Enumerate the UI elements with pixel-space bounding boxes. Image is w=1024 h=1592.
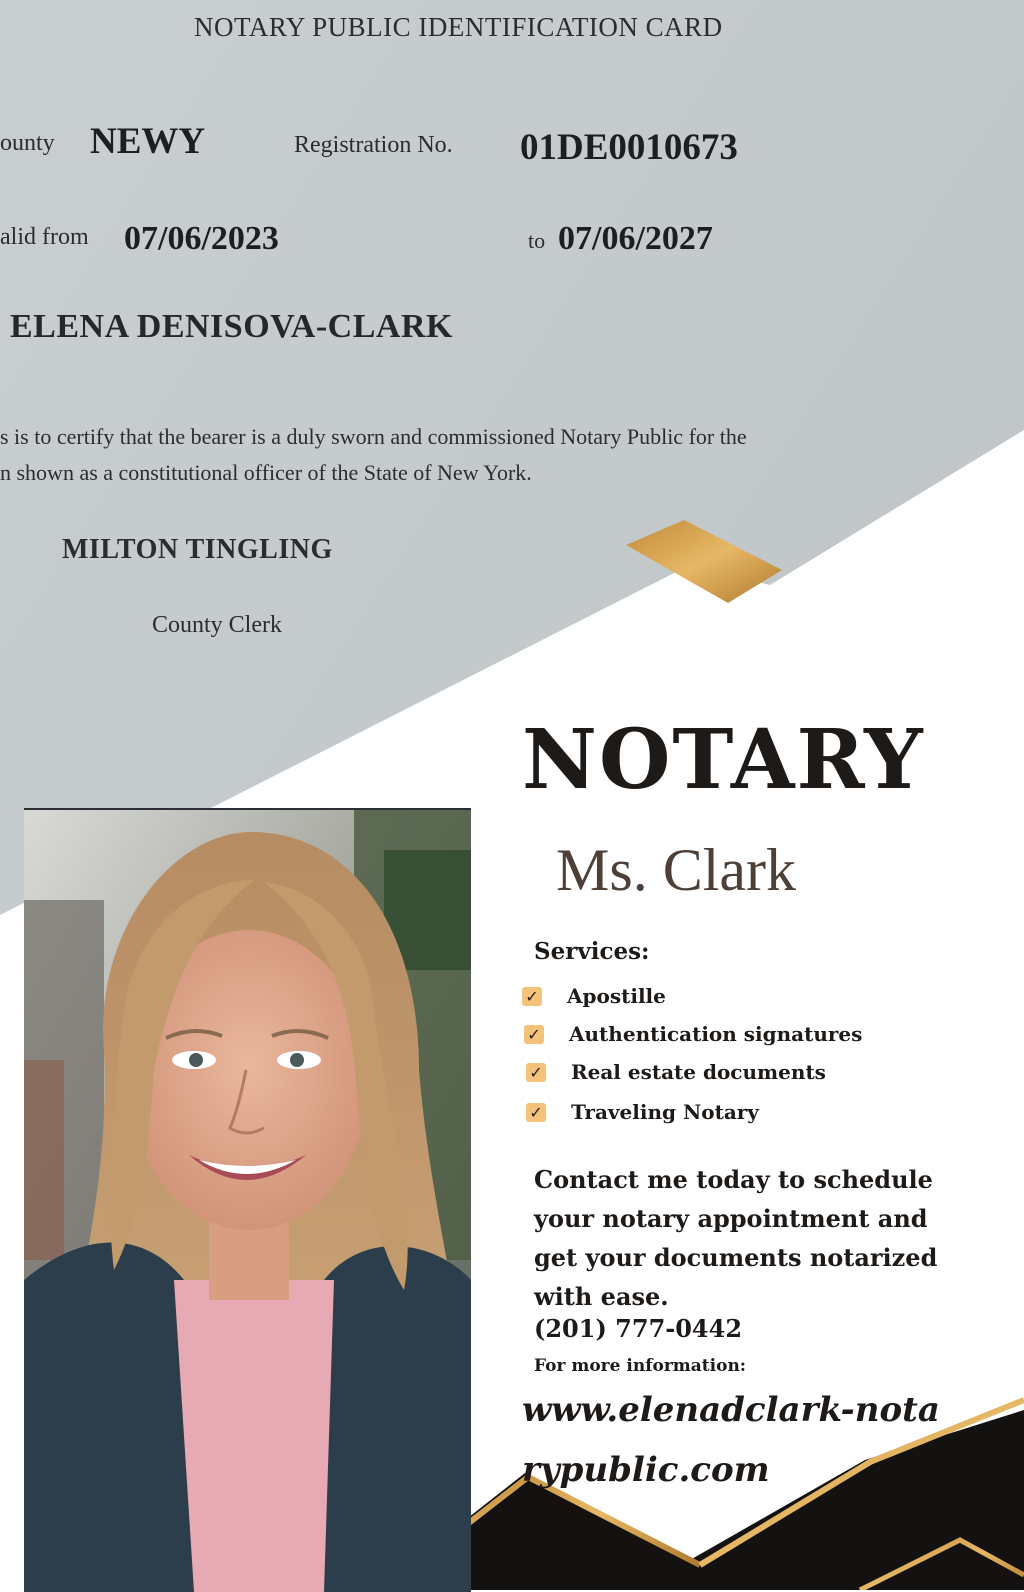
checkmark-icon: ✓ xyxy=(522,987,542,1006)
holder-name: ELENA DENISOVA-CLARK xyxy=(10,308,453,345)
valid-from-value: 07/06/2023 xyxy=(124,220,279,257)
services-heading: Services: xyxy=(534,938,650,965)
clerk-title: County Clerk xyxy=(152,612,282,638)
phone-number[interactable]: (201) 777-0442 xyxy=(534,1314,743,1343)
service-label: Traveling Notary xyxy=(571,1100,759,1124)
flyer-title: NOTARY xyxy=(522,712,925,808)
service-label: Real estate documents xyxy=(571,1060,826,1084)
registration-value: 01DE0010673 xyxy=(520,127,738,168)
service-item xyxy=(522,984,666,1008)
certification-line-2: n shown as a constitutional officer of the State of New York. xyxy=(0,460,532,485)
valid-to-label: to xyxy=(528,228,546,253)
clerk-name: MILTON TINGLING xyxy=(62,534,333,565)
card-title: NOTARY PUBLIC IDENTIFICATION CARD xyxy=(194,12,723,42)
certification-line-1: s is to certify that the bearer is a duly sworn and commissioned Notary Public for the xyxy=(0,424,747,449)
portrait-illustration xyxy=(24,810,471,1592)
checkmark-icon: ✓ xyxy=(524,1025,544,1044)
flyer-name: Ms. Clark xyxy=(556,837,796,903)
contact-text: Contact me today to schedule your notary appointment and get your documents notarized with ease. xyxy=(534,1165,938,1311)
service-item xyxy=(526,1060,826,1084)
more-info-label: For more information: xyxy=(534,1356,747,1376)
registration-label: Registration No. xyxy=(294,132,453,158)
valid-from-label: alid from xyxy=(0,224,89,250)
website-link[interactable]: www.elenadclark-notarypublic.com xyxy=(522,1390,940,1490)
county-label: ounty xyxy=(0,130,55,156)
service-label: Apostille xyxy=(567,984,666,1008)
checkmark-icon: ✓ xyxy=(526,1063,546,1082)
county-value: NEWY xyxy=(90,121,206,162)
service-label: Authentication signatures xyxy=(569,1022,863,1046)
valid-to-value: 07/06/2027 xyxy=(558,220,713,257)
checkmark-icon: ✓ xyxy=(526,1103,546,1122)
service-item xyxy=(526,1100,759,1124)
portrait-photo xyxy=(24,808,471,1592)
service-item xyxy=(524,1022,862,1046)
